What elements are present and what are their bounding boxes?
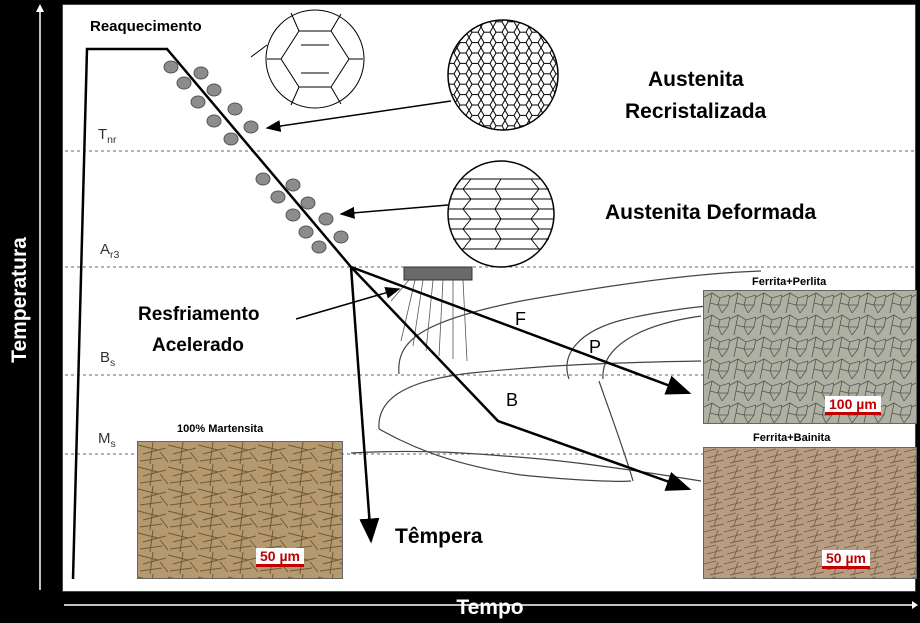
label-austenite-recrystallized-line1: Austenita [648, 68, 744, 91]
grain-circle-coarse [251, 10, 364, 108]
label-austenite-recrystallized-line2: Recristalizada [625, 100, 767, 123]
x-axis-label: Tempo [456, 596, 524, 619]
diagram-frame [62, 4, 916, 592]
grain-circle-deformed [448, 161, 554, 267]
micrograph-ferrite-bainite-title: Ferrita+Bainita [753, 432, 831, 444]
label-quench: Têmpera [395, 525, 483, 548]
micrograph-ferrite-bainite-scale: 50 µm [822, 550, 870, 569]
micrograph-martensite [137, 441, 343, 579]
label-bs: $B_s$ [100, 349, 116, 369]
micrograph-ferrite-bainite [703, 447, 917, 579]
label-region-b: B [506, 390, 519, 410]
label-tnr: $T_{nr}$ [98, 126, 117, 146]
plate-icon [404, 267, 472, 280]
micrograph-martensite-scale: 50 µm [256, 548, 304, 567]
label-region-p: P [589, 337, 602, 357]
micrograph-ferrite-pearlite [703, 290, 917, 424]
label-ar3: $A_{r3}$ [100, 241, 120, 261]
label-accelerated-cooling-line2: Acelerado [152, 335, 244, 356]
label-austenite-deformed: Austenita Deformada [605, 201, 817, 224]
grain-circle-fine [448, 20, 558, 130]
micrograph-ferrite-pearlite-title: Ferrita+Perlita [752, 276, 827, 288]
y-axis-label: Temperatura [8, 237, 31, 363]
label-region-f: F [515, 309, 526, 329]
label-ms: $M_s$ [98, 430, 116, 450]
micrograph-ferrite-pearlite-scale: 100 µm [825, 396, 881, 415]
micrograph-martensite-title: 100% Martensita [177, 423, 264, 435]
label-reheating: Reaquecimento [90, 18, 202, 35]
cct-curves [351, 271, 761, 481]
label-accelerated-cooling-line1: Resfriamento [138, 304, 260, 325]
